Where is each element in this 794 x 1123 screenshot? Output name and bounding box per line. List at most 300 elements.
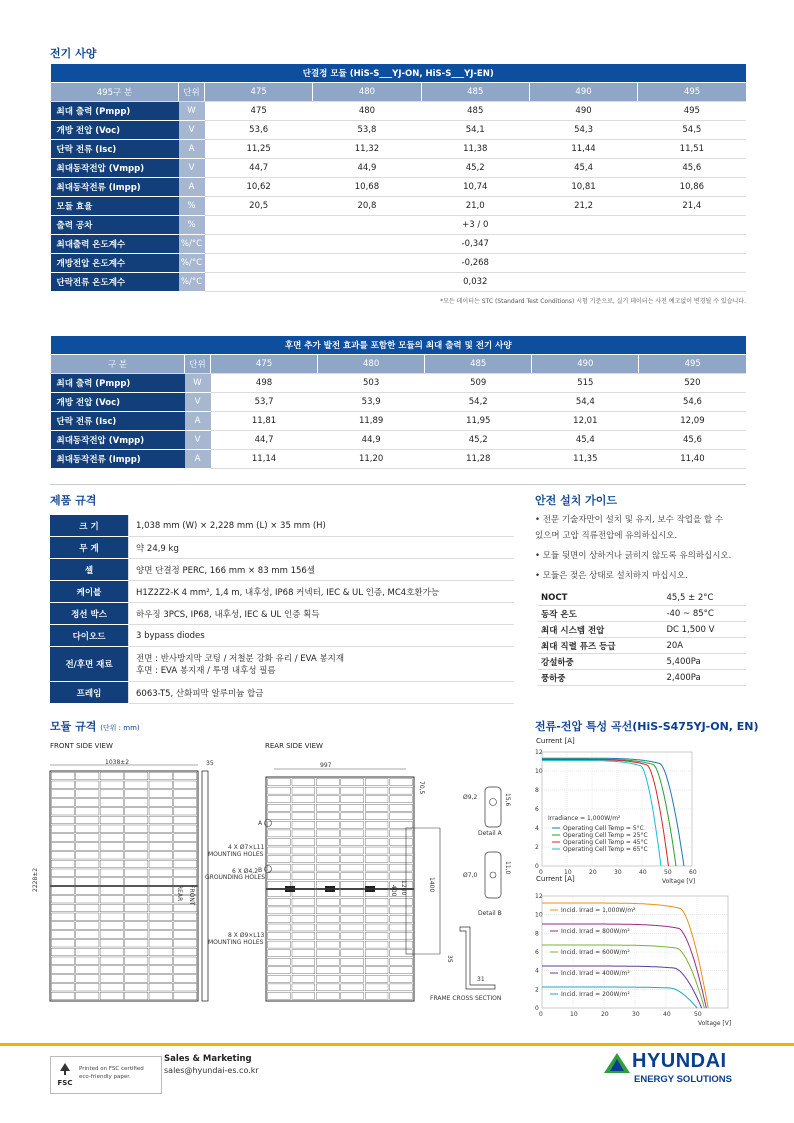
spec-label: 크 기 [50,515,129,537]
panel-cell [316,984,339,991]
panel-cell [76,851,99,859]
panel-cell [100,922,123,930]
safety-row [538,590,746,606]
panel-cell [268,950,291,957]
panel-cell [365,967,388,974]
row-value: 45,4 [532,431,639,450]
header-col: 495 [638,83,746,102]
table-row [51,393,747,412]
row-value: 10,74 [421,178,529,197]
panel-cell [51,843,74,851]
spec-value-line: 전면 : 반사방지막 코팅 / 저철분 강화 유리 / EVA 봉지재 [136,654,345,664]
safety-val: 45,5 ± 2°C [666,590,746,606]
panel-cell [390,975,413,982]
row-label: 최대동작전류 (Impp) [51,178,179,197]
panel-cell [365,907,388,914]
row-value: 11,51 [638,140,746,159]
panel-cell [76,939,99,947]
y-tick-label: 4 [535,825,539,832]
panel-cell [390,796,413,803]
panel-cell [268,984,291,991]
panel-cell [268,907,291,914]
row-value: 480 [313,102,421,121]
tree-icon [58,1062,72,1076]
legend-entry: Incid. Irrad = 600W/m² [561,949,630,956]
electrical-table-title: 단결정 모듈 (HiS-S___YJ-ON, HiS-S___YJ-EN) [51,64,747,83]
panel-cell [100,860,123,868]
row-value: +3 / 0 [205,216,747,235]
row-value: -0,347 [205,235,747,254]
panel-cell [174,931,197,939]
panel-cell [174,772,197,780]
panel-cell [390,907,413,914]
panel-cell [316,838,339,845]
legend-entry: Operating Cell Temp = 65°C [563,846,648,853]
row-value: -0,268 [205,254,747,273]
panel-cell [76,869,99,877]
panel-cell [51,851,74,859]
side-profile [202,771,208,1001]
panel-cell [51,860,74,868]
header-col: 480 [313,83,421,102]
row-value: 21,0 [421,197,529,216]
panel-cell [174,869,197,877]
spec-value: 약 24,9 kg [129,537,515,559]
panel-cell [76,975,99,983]
dim-997: 997 [320,762,332,769]
panel-cell [100,992,123,1000]
panel-cell [100,869,123,877]
panel-cell [51,975,74,983]
spec-value: 6063-T5, 산화피막 알루미늄 합금 [129,682,515,704]
table-row [51,140,747,159]
panel-cell [51,878,74,886]
legend-entry: Incid. Irrad = 200W/m² [561,991,630,998]
legend-title: Irradiance = 1,000W/m² [548,815,621,822]
safety-val: 20A [666,638,746,654]
panel-cell [292,804,315,811]
panel-cell [292,779,315,786]
panel-cell [76,772,99,780]
panel-cell [76,895,99,903]
panel-cell [174,851,197,859]
panel-cell [390,950,413,957]
panel-cell [149,878,172,886]
panel-cell [149,904,172,912]
x-tick-label: 0 [539,869,543,876]
panel-cell [100,931,123,939]
panel-cell [268,813,291,820]
panel-cell [100,939,123,947]
panel-cell [365,984,388,991]
panel-cell [390,933,413,940]
panel-cell [149,966,172,974]
panel-cell [125,825,148,833]
panel-cell [100,904,123,912]
panel-cell [268,856,291,863]
panel-cell [100,834,123,842]
panel-cell [341,950,364,957]
row-label: 개방 전압 (Voc) [51,121,179,140]
header-col: 475 [205,83,313,102]
ground-text: 6 X Ø4,2 [232,868,259,875]
panel-cell [51,825,74,833]
panel-cell [365,856,388,863]
panel-cell [390,847,413,854]
panel-cell [390,898,413,905]
safety-item: • 모듈은 젖은 상태로 설치하지 마십시오. [535,571,688,581]
front-view-label: FRONT SIDE VIEW [50,742,113,750]
legend-entry: Incid. Irrad = 400W/m² [561,970,630,977]
row-label: 최대출력 온도계수 [51,235,179,254]
panel-cell [100,799,123,807]
panel-cell [174,957,197,965]
header-col: 485 [425,355,532,374]
spec-value: 3 bypass diodes [129,625,515,647]
panel-cell [316,915,339,922]
panel-cell [365,873,388,880]
panel-cell [341,967,364,974]
panel-cell [100,772,123,780]
product-table [50,515,514,704]
table-row [51,159,747,178]
panel-cell [365,847,388,854]
side-front-label: FRONT [188,885,195,906]
panel-cell [390,821,413,828]
panel-cell [149,913,172,921]
stc-note: *모든 데이터는 STC (Standard Test Conditions) 시험 기준으로, 실기 데이터는 사전 예고없이 변경될 수 있습니다. [440,298,746,305]
panel-cell [100,983,123,991]
spec-label: 전/후면 재료 [50,647,129,682]
panel-cell [365,898,388,905]
panel-cell [125,869,148,877]
row-value: 515 [532,374,639,393]
spec-label: 셀 [50,559,129,581]
panel-cell [174,983,197,991]
row-value: 45,6 [639,431,746,450]
detail-b-label: Detail B [478,910,502,917]
header-unit: 단위 [185,355,211,374]
table-row [51,374,747,393]
contact-email[interactable]: sales@hyundai-es.co.kr [164,1066,259,1075]
panel-cell [174,992,197,1000]
dim-35: 35 [206,760,214,767]
panel-cell [341,813,364,820]
cross-dim1: 35 [446,955,453,963]
panel-cell [174,834,197,842]
x-axis-label: Voltage [V] [662,878,696,885]
ground-sub: GROUNDING HOLES [205,874,266,881]
panel-cell [268,975,291,982]
panel-cell [292,924,315,931]
panel-cell [292,898,315,905]
panel-cell [149,860,172,868]
y-tick-label: 8 [535,787,539,794]
panel-cell [125,922,148,930]
panel-cell [292,984,315,991]
safety-item: • 모듈 뒷면이 상하거나 긁히지 않도록 유의하십시오. [535,551,732,561]
panel-cell [51,834,74,842]
row-value: 11,95 [425,412,532,431]
dim-400: 400 [390,885,397,897]
panel-cell [390,915,413,922]
panel-cell [76,966,99,974]
product-title: 제품 규격 [50,494,97,507]
panel-cell [51,904,74,912]
safety-row [538,670,746,686]
panel-cell [390,873,413,880]
panel-cell [125,843,148,851]
panel-cell [316,958,339,965]
panel-cell [76,860,99,868]
panel-cell [341,958,364,965]
panel-cell [76,904,99,912]
panel-cell [390,992,413,999]
legend-entry: Incid. Irrad = 1,000W/m² [561,907,636,914]
row-value: 11,14 [211,450,318,469]
row-label: 최대동작전압 (Vmpp) [51,159,179,178]
detail-a-label: Detail A [478,830,502,837]
dim-1400: 1400 [428,877,435,893]
row-value: 21,4 [638,197,746,216]
x-tick-label: 20 [589,869,597,876]
panel-cell [268,992,291,999]
panel-cell [341,933,364,940]
panel-cell [390,804,413,811]
panel-cell [365,838,388,845]
panel-cell [365,804,388,811]
panel-cell [51,966,74,974]
panel-cell [316,787,339,794]
row-value: 520 [639,374,746,393]
x-tick-label: 20 [601,1011,609,1018]
contact-title: Sales & Marketing [164,1054,252,1064]
divider [50,484,746,485]
panel-cell [125,957,148,965]
panel-cell [268,838,291,845]
row-value: 498 [211,374,318,393]
panel-cell [125,939,148,947]
label-b: B [258,867,263,874]
panel-cell [365,975,388,982]
spec-value: 양면 단결정 PERC, 166 mm × 83 mm 156셀 [129,559,515,581]
header-label: 구 분 [51,355,185,374]
y-tick-label: 2 [535,986,539,994]
row-unit: V [185,393,211,412]
x-tick-label: 10 [564,869,572,876]
spec-label: 정선 박스 [50,603,129,625]
panel-cell [100,887,123,895]
panel-cell [316,907,339,914]
row-label: 최대동작전압 (Vmpp) [51,431,185,450]
panel-cell [292,813,315,820]
panel-cell [125,948,148,956]
table-row [51,102,747,121]
panel-cell [341,804,364,811]
brand-name: HYUNDAI [632,1050,727,1072]
spec-row [50,603,514,625]
row-label: 단락 전류 (Isc) [51,140,179,159]
row-value: 45,6 [638,159,746,178]
mount1-sub: MOUNTING HOLES [208,851,264,858]
panel-cell [100,807,123,815]
panel-cell [341,779,364,786]
row-unit: V [179,159,205,178]
row-value: 10,81 [529,178,637,197]
safety-key: 최대 직렬 퓨즈 등급 [538,638,666,654]
panel-cell [341,838,364,845]
panel-cell [174,922,197,930]
safety-item: • 전문 기술자만이 설치 및 유지, 보수 작업을 할 수 [535,515,724,525]
safety-val: DC 1,500 V [666,622,746,638]
x-tick-label: 50 [664,869,672,876]
panel-cell [100,966,123,974]
panel-cell [292,950,315,957]
panel-cell [51,807,74,815]
row-unit: V [185,431,211,450]
panel-cell [149,851,172,859]
row-value: 11,32 [313,140,421,159]
panel-cell [292,958,315,965]
brand-sub: ENERGY SOLUTIONS [634,1074,733,1085]
panel-cell [268,941,291,948]
detail-a-dim1: Ø9,2 [463,794,478,801]
panel-cell [51,922,74,930]
curve2-ylabel: Current [A] [536,875,575,883]
panel-cell [76,790,99,798]
y-tick-label: 10 [535,911,543,919]
panel-cell [341,975,364,982]
row-value: 53,8 [313,121,421,140]
panel-cell [316,933,339,940]
x-tick-label: 30 [614,869,622,876]
table-row [51,273,747,292]
safety-row [538,638,746,654]
spec-value [129,647,515,682]
module-spec-title [50,718,140,734]
row-value: 53,6 [205,121,313,140]
panel-cell [341,796,364,803]
panel-cell [76,816,99,824]
row-label: 출력 공차 [51,216,179,235]
panel-cell [125,860,148,868]
panel-cell [76,913,99,921]
x-tick-label: 30 [632,1011,640,1018]
panel-cell [341,787,364,794]
panel-cell [76,825,99,833]
row-unit: %/°C [179,273,205,292]
panel-cell [100,895,123,903]
panel-cell [51,781,74,789]
header-label: 495구 분 [51,83,179,102]
module-spec-title-text: 모듈 규격 [50,720,97,733]
panel-cell [76,957,99,965]
panel-cell [268,779,291,786]
panel-cell [365,941,388,948]
panel-cell [125,983,148,991]
panel-cell [76,799,99,807]
header-col: 485 [421,83,529,102]
panel-cell [341,898,364,905]
x-tick-label: 60 [689,869,697,876]
curve1-ylabel: Current [A] [536,737,575,745]
panel-cell [365,933,388,940]
panel-cell [125,807,148,815]
safety-key: 동작 온도 [538,606,666,622]
panel-cell [316,864,339,871]
panel-cell [174,948,197,956]
panel-cell [125,966,148,974]
panel-cell [125,975,148,983]
panel-cell [174,825,197,833]
panel-cell [100,843,123,851]
safety-item: 있으며 고압 직류전압에 유의하십시오. [535,531,678,541]
panel-cell [125,781,148,789]
legend-entry: Operating Cell Temp = 5°C [563,825,644,832]
panel-cell [316,847,339,854]
detail-a-shape [485,787,501,827]
panel-cell [149,869,172,877]
panel-cell [174,966,197,974]
panel-cell [76,983,99,991]
y-tick-label: 6 [535,806,539,813]
panel-cell [292,847,315,854]
panel-cell [390,984,413,991]
panel-cell [316,898,339,905]
y-tick-label: 6 [535,949,539,956]
row-value: 54,2 [425,393,532,412]
row-label: 최대 출력 (Pmpp) [51,374,185,393]
table-row [51,121,747,140]
header-unit: 단위 [179,83,205,102]
panel-cell [316,873,339,880]
panel-cell [365,796,388,803]
x-tick-label: 50 [694,1011,702,1018]
dim-1200: 1200 [400,880,407,896]
panel-cell [292,864,315,871]
spec-row [50,537,514,559]
panel-cell [100,957,123,965]
mount1-text: 4 X Ø7×L11 [228,844,265,851]
panel-cell [365,787,388,794]
panel-cell [365,779,388,786]
panel-cell [390,787,413,794]
panel-cell [390,924,413,931]
panel-cell [100,790,123,798]
x-tick-label: 0 [539,1011,543,1018]
header-col: 475 [211,355,318,374]
fsc-text1: Printed on FSC certified [79,1066,144,1072]
panel-cell [149,790,172,798]
panel-cell [174,799,197,807]
row-value: 475 [205,102,313,121]
panel-cell [149,992,172,1000]
row-value: 45,2 [421,159,529,178]
panel-cell [100,825,123,833]
row-value: 503 [318,374,425,393]
panel-cell [268,898,291,905]
panel-cell [51,992,74,1000]
panel-cell [149,834,172,842]
detail-b-dim2: 11,0 [504,861,511,875]
panel-cell [174,975,197,983]
safety-row [538,622,746,638]
panel-cell [174,816,197,824]
row-label: 최대 출력 (Pmpp) [51,102,179,121]
row-value: 10,68 [313,178,421,197]
row-value: 12,09 [639,412,746,431]
panel-cell [292,890,315,897]
